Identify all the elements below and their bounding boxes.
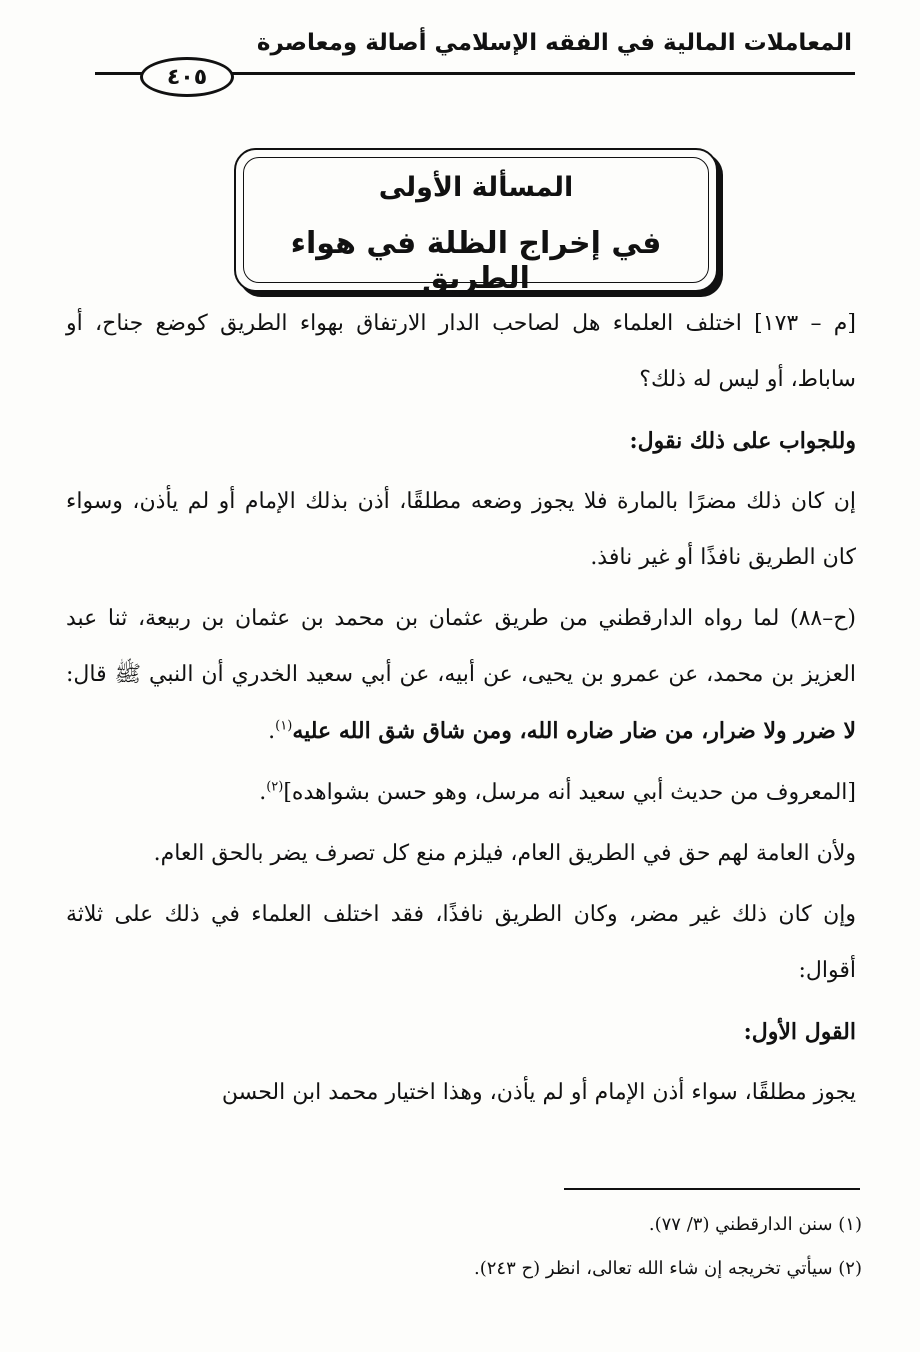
page-number-badge: ٤٠٥ [140,57,234,97]
paragraph-hadith-grading [66,765,856,821]
paragraph-hadith [66,591,856,760]
section-title-line-2: في إخراج الظلة في هواء الطريق [290,226,662,296]
paragraph-issue: [م – ١٧٣] اختلف العلماء هل لصاحب الدار الارتفاق بهواء الطريق كوضع جناح، أو ساباط، أو ليس له ذلك؟ [66,311,856,392]
paragraph-first-opinion: يجوز مطلقًا، سواء أذن الإمام أو لم يأذن، وهذا اختيار محمد ابن الحسن [221,1080,856,1105]
hadith-grading-end: . [259,780,267,805]
footnotes [72,1203,862,1291]
paragraph-non-harmful-case: وإن كان ذلك غير مضر، وكان الطريق نافذًا، فقد اختلف العلماء في ذلك على ثلاثة أقوال: [66,902,856,983]
footnote-1: (١) سنن الدارقطني (٣/ ٧٧). [648,1214,862,1235]
hadith-chain: (ح–٨٨) لما رواه الدارقطني من طريق عثمان بن محمد بن عثمان بن ربيعة، ثنا عبد العزيز بن محمد، عن عمرو بن يحيى، عن أبيه، عن أبي سعيد الخدري أن النبي ﷺ قال: [66,606,856,687]
footnote-2: (٢) سيأتي تخريجه إن شاء الله تعالى، انظر (ح ٢٤٣). [473,1258,862,1279]
running-header-title: المعاملات المالية في الفقه الإسلامي أصالة ومعاصرة [256,30,852,56]
section-title-line-1: المسألة الأولى [378,172,574,203]
footnote-ref-1[interactable]: (١) [275,718,293,734]
first-opinion-heading: القول الأول: [743,1019,856,1045]
section-title-frame [234,148,718,296]
footnote-separator [564,1188,860,1190]
paragraph-public-right: ولأن العامة لهم حق في الطريق العام، فيلزم منع كل تصرف يضر بالحق العام. [153,841,856,866]
body-text [66,296,856,1126]
hadith-grading-text: [المعروف من حديث أبي سعيد أنه مرسل، وهو حسن بشواهده] [283,780,856,805]
paragraph-harmful-case: إن كان ذلك مضرًا بالمارة فلا يجوز وضعه مطلقًا، أذن بذلك الإمام أو لم يأذن، وسواء كان الطريق نافذًا أو غير نافذ. [66,489,856,570]
hadith-text: لا ضرر ولا ضرار، من ضار ضاره الله، ومن شاق شق الله عليه [292,718,856,744]
paragraph-answer-intro: وللجواب على ذلك نقول: [629,428,856,454]
footnote-ref-2[interactable]: (٢) [266,779,284,795]
hadith-end: . [268,719,276,744]
